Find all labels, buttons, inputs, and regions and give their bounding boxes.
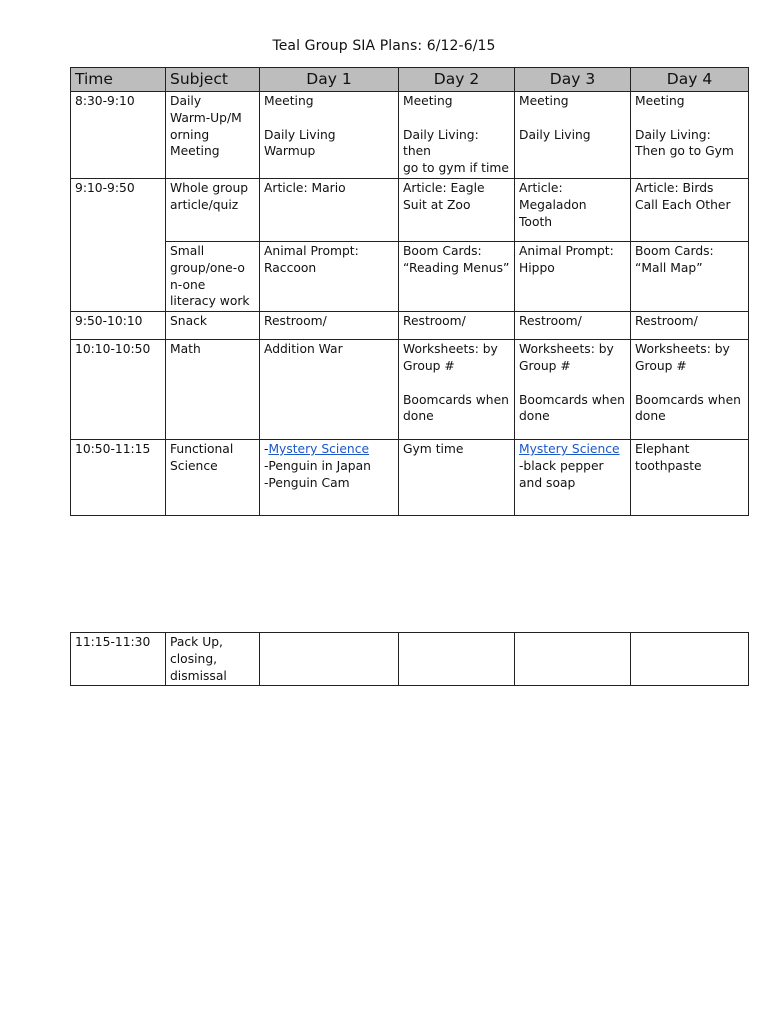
cell-line: Raccoon	[264, 260, 317, 275]
cell-line: Suit at Zoo	[403, 197, 471, 212]
subject-cell	[166, 241, 260, 311]
table-row	[71, 312, 749, 340]
table-row	[71, 340, 749, 440]
mystery-science-link[interactable]: Mystery Science	[519, 442, 620, 457]
cell-line: Worksheets: by	[635, 342, 730, 357]
table-row	[71, 633, 749, 686]
day3-cell	[515, 241, 631, 311]
cell-line: Article: Birds	[635, 180, 714, 195]
header-day-1: Day 1	[260, 68, 399, 92]
cell-line: Group #	[519, 358, 571, 373]
dismissal-table	[70, 632, 749, 686]
cell-line: Meeting	[170, 144, 220, 159]
cell-line: dismissal	[170, 668, 227, 683]
day2-cell: Gym time	[399, 440, 515, 516]
cell-line: go to gym if time	[403, 161, 509, 176]
cell-line: -Penguin in Japan	[264, 458, 371, 473]
cell-line: closing,	[170, 651, 218, 666]
day2-cell	[399, 340, 515, 440]
header-day-4: Day 4	[631, 68, 749, 92]
cell-line: Daily	[170, 94, 202, 108]
day4-cell: Restroom/	[631, 312, 749, 340]
time-cell: 9:10-9:50	[71, 178, 166, 311]
cell-line: Pack Up,	[170, 635, 223, 649]
cell-line: Worksheets: by	[519, 342, 614, 357]
cell-line: Animal Prompt:	[264, 243, 359, 258]
cell-line: Small	[170, 243, 205, 258]
day4-cell	[631, 92, 749, 179]
cell-line: Boomcards when	[403, 392, 509, 407]
schedule-table	[70, 67, 749, 516]
cell-line: orning	[170, 127, 210, 142]
cell-line: n-one	[170, 277, 206, 292]
time-cell: 10:50-11:15	[71, 440, 166, 516]
cell-line: article/quiz	[170, 197, 239, 212]
day2-cell	[399, 241, 515, 311]
cell-line: -black pepper	[519, 458, 604, 473]
day3-cell	[515, 92, 631, 179]
table-row	[71, 440, 749, 516]
subject-cell: Snack	[166, 312, 260, 340]
dash-prefix: -	[264, 442, 269, 457]
header-row	[71, 68, 749, 92]
day4-cell	[631, 178, 749, 241]
cell-line: Megaladon	[519, 197, 587, 212]
cell-line: done	[635, 409, 666, 424]
cell-line: Warm-Up/M	[170, 110, 242, 125]
cell-line: Meeting	[635, 94, 685, 108]
cell-line: literacy work	[170, 294, 250, 309]
day2-cell	[399, 633, 515, 686]
cell-line: done	[403, 409, 434, 424]
cell-line: Boomcards when	[519, 392, 625, 407]
header-day-3: Day 3	[515, 68, 631, 92]
day4-cell	[631, 340, 749, 440]
header-time: Time	[71, 68, 166, 92]
time-cell: 8:30-9:10	[71, 92, 166, 179]
cell-line: toothpaste	[635, 458, 702, 473]
table-row	[71, 92, 749, 179]
cell-line: Worksheets: by	[403, 342, 498, 357]
cell-line: Hippo	[519, 260, 555, 275]
day1-cell	[260, 633, 399, 686]
cell-line: Meeting	[403, 94, 453, 108]
cell-line: Boomcards when	[635, 392, 741, 407]
cell-line: -Penguin Cam	[264, 475, 350, 490]
cell-line	[264, 441, 394, 458]
day1-cell: Addition War	[260, 340, 399, 440]
cell-line: Warmup	[264, 144, 316, 159]
cell-line: Boom Cards:	[635, 243, 714, 258]
cell-line: Daily Living	[519, 127, 591, 142]
subject-cell: Math	[166, 340, 260, 440]
day2-cell: Restroom/	[399, 312, 515, 340]
day1-cell	[260, 241, 399, 311]
day3-cell	[515, 440, 631, 516]
time-cell: 10:10-10:50	[71, 340, 166, 440]
page-title: Teal Group SIA Plans: 6/12-6/15	[272, 38, 496, 54]
day3-cell	[515, 633, 631, 686]
cell-line: group/one-o	[170, 260, 245, 275]
cell-line: Meeting	[519, 94, 569, 108]
header-subject: Subject	[166, 68, 260, 92]
cell-line: “Mall Map”	[635, 260, 703, 275]
cell-line: Science	[170, 458, 218, 473]
cell-line: Whole group	[170, 180, 249, 195]
cell-line: Animal Prompt:	[519, 243, 614, 258]
cell-line: Daily Living	[264, 127, 336, 142]
table-row	[71, 178, 749, 241]
cell-line: Article: Mario	[264, 180, 346, 195]
subject-cell	[166, 92, 260, 179]
mystery-science-link[interactable]: Mystery Science	[268, 442, 370, 457]
subject-cell	[166, 633, 260, 686]
day1-cell: Restroom/	[260, 312, 399, 340]
day1-cell	[260, 440, 399, 516]
cell-line: Daily Living:	[635, 127, 711, 142]
cell-line: Functional	[170, 442, 234, 457]
day4-cell	[631, 440, 749, 516]
cell-line: Elephant	[635, 442, 690, 457]
cell-line: Then go to Gym	[635, 144, 734, 159]
day1-cell	[260, 92, 399, 179]
header-day-2: Day 2	[399, 68, 515, 92]
cell-line: Boom Cards:	[403, 243, 482, 258]
cell-line: Article: Eagle	[403, 180, 485, 195]
cell-line	[519, 441, 626, 458]
cell-line: “Reading Menus”	[403, 260, 510, 275]
day2-cell	[399, 178, 515, 241]
day3-cell: Restroom/	[515, 312, 631, 340]
day3-cell	[515, 340, 631, 440]
cell-line: Article:	[519, 180, 563, 195]
cell-line: done	[519, 409, 550, 424]
cell-line: Daily Living: then	[403, 127, 483, 159]
cell-line: Meeting	[264, 94, 314, 108]
cell-line: Tooth	[519, 214, 553, 229]
cell-line: Group #	[635, 358, 687, 373]
subject-cell	[166, 178, 260, 241]
day1-cell	[260, 178, 399, 241]
day3-cell	[515, 178, 631, 241]
cell-line: Call Each Other	[635, 197, 731, 212]
time-cell: 9:50-10:10	[71, 312, 166, 340]
time-cell: 11:15-11:30	[71, 633, 166, 686]
subject-cell	[166, 440, 260, 516]
cell-line: Group #	[403, 358, 455, 373]
table-row	[71, 241, 749, 311]
day4-cell	[631, 633, 749, 686]
day2-cell	[399, 92, 515, 179]
cell-line: and soap	[519, 475, 576, 490]
day4-cell	[631, 241, 749, 311]
